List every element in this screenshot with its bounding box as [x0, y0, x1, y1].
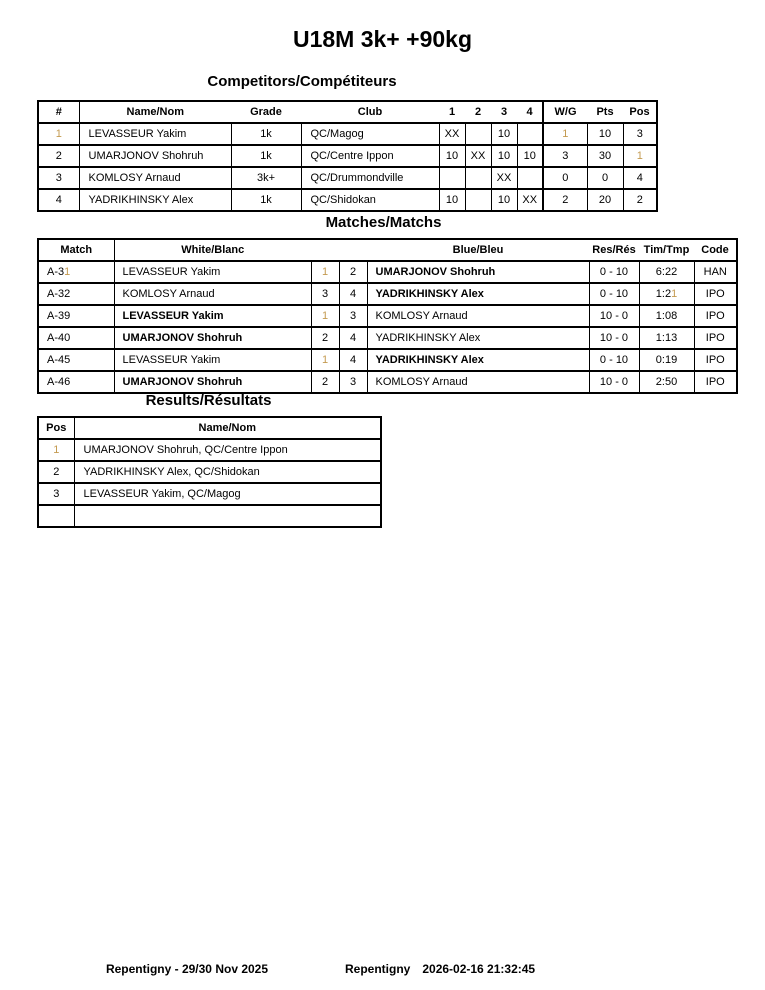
cell-res: 10 - 0 [589, 305, 639, 327]
results-header-row [38, 417, 381, 439]
results-table [37, 416, 382, 528]
cell-num: 3 [38, 167, 79, 189]
col-header-match: Match [38, 239, 114, 261]
cell-r1 [439, 167, 465, 189]
cell-bnum: 4 [339, 283, 367, 305]
gold-one-digit: 1 [55, 128, 62, 140]
col-header-round-4: 4 [517, 101, 543, 123]
cell-name: UMARJONOV Shohruh, QC/Centre Ippon [74, 439, 381, 461]
matches-table-body [38, 261, 737, 393]
cell-r3: 10 [491, 189, 517, 211]
cell-grade: 1k [231, 145, 301, 167]
col-header-name: Name/Nom [79, 101, 231, 123]
cell-blue: YADRIKHINSKY Alex [367, 283, 589, 305]
footer-print-location: Repentigny [345, 962, 411, 976]
cell-name: UMARJONOV Shohruh [79, 145, 231, 167]
footer-print-datetime: 2026-02-16 21:32:45 [422, 962, 536, 976]
col-header-white-number [311, 239, 339, 261]
cell-pts: 30 [587, 145, 623, 167]
col-header-time: Tim/Tmp [639, 239, 694, 261]
cell-club: QC/Shidokan [301, 189, 439, 211]
col-header-blue-number [339, 239, 367, 261]
table-row [38, 461, 381, 483]
competitors-table [37, 100, 658, 212]
gold-one-digit: 1 [671, 288, 678, 300]
cell-blue: YADRIKHINSKY Alex [367, 349, 589, 371]
table-row [38, 261, 737, 283]
table-row [38, 145, 657, 167]
col-header-position: Pos [38, 417, 74, 439]
cell-blue: KOMLOSY Arnaud [367, 371, 589, 393]
cell-r1: 10 [439, 145, 465, 167]
table-row [38, 483, 381, 505]
col-header-position: Pos [623, 101, 657, 123]
cell-code: IPO [694, 371, 737, 393]
cell-wnum: 2 [311, 371, 339, 393]
cell-wnum [311, 261, 339, 283]
cell-wnum [311, 305, 339, 327]
cell-pos: 3 [623, 123, 657, 145]
col-header-result: Res/Rés [589, 239, 639, 261]
cell-time: 1:13 [639, 327, 694, 349]
cell-time: 1:21 [639, 283, 694, 305]
cell-name: KOMLOSY Arnaud [79, 167, 231, 189]
cell-bnum: 3 [339, 371, 367, 393]
cell-name [74, 505, 381, 527]
cell-white: UMARJONOV Shohruh [114, 371, 311, 393]
footer-print-info [345, 962, 535, 976]
table-row [38, 123, 657, 145]
cell-white: UMARJONOV Shohruh [114, 327, 311, 349]
cell-id: A-39 [38, 305, 114, 327]
cell-bnum: 3 [339, 305, 367, 327]
cell-id: A-46 [38, 371, 114, 393]
cell-num: 2 [38, 145, 79, 167]
cell-r4: XX [517, 189, 543, 211]
cell-code: IPO [694, 349, 737, 371]
competitors-table-body [38, 123, 657, 211]
cell-r2 [465, 167, 491, 189]
cell-name: YADRIKHINSKY Alex, QC/Shidokan [74, 461, 381, 483]
cell-pts: 20 [587, 189, 623, 211]
cell-white: LEVASSEUR Yakim [114, 349, 311, 371]
table-row [38, 371, 737, 393]
cell-r3: XX [491, 167, 517, 189]
cell-pos [623, 145, 657, 167]
results-table-body [38, 439, 381, 527]
gold-one-digit: 1 [64, 266, 71, 278]
cell-blue: YADRIKHINSKY Alex [367, 327, 589, 349]
col-header-wins: W/G [543, 101, 587, 123]
cell-code: IPO [694, 327, 737, 349]
page-title: U18M 3k+ +90kg [292, 26, 472, 52]
cell-grade: 1k [231, 189, 301, 211]
cell-time: 0:19 [639, 349, 694, 371]
cell-res: 0 - 10 [589, 283, 639, 305]
cell-white: KOMLOSY Arnaud [114, 283, 311, 305]
cell-res: 0 - 10 [589, 349, 639, 371]
col-header-code: Code [694, 239, 737, 261]
cell-pos: 4 [623, 167, 657, 189]
cell-r1: XX [439, 123, 465, 145]
cell-id: A-32 [38, 283, 114, 305]
cell-res: 0 - 10 [589, 261, 639, 283]
col-header-number: # [38, 101, 79, 123]
table-row [38, 305, 737, 327]
cell-r3: 10 [491, 145, 517, 167]
table-row [38, 283, 737, 305]
cell-r1: 10 [439, 189, 465, 211]
cell-pos: 2 [38, 461, 74, 483]
cell-wg: 0 [543, 167, 587, 189]
gold-one-digit: 1 [321, 310, 329, 322]
cell-r3: 10 [491, 123, 517, 145]
cell-code: IPO [694, 283, 737, 305]
table-row [38, 167, 657, 189]
cell-name: LEVASSEUR Yakim [79, 123, 231, 145]
results-section-title: Results/Résultats [145, 392, 272, 409]
cell-pos: 2 [623, 189, 657, 211]
cell-r4 [517, 123, 543, 145]
cell-wg: 3 [543, 145, 587, 167]
cell-pts: 10 [587, 123, 623, 145]
cell-code: IPO [694, 305, 737, 327]
matches-section-title: Matches/Matchs [325, 214, 442, 231]
cell-white: LEVASSEUR Yakim [114, 261, 311, 283]
matches-table [37, 238, 738, 394]
competitors-header-row [38, 101, 657, 123]
col-header-round-3: 3 [491, 101, 517, 123]
cell-wnum [311, 349, 339, 371]
col-header-club: Club [301, 101, 439, 123]
cell-club: QC/Drummondville [301, 167, 439, 189]
table-row [38, 349, 737, 371]
cell-r4: 10 [517, 145, 543, 167]
cell-grade: 3k+ [231, 167, 301, 189]
gold-one-digit: 1 [53, 444, 60, 456]
footer-event-label: Repentigny - 29/30 Nov 2025 [105, 962, 269, 976]
cell-id: A-45 [38, 349, 114, 371]
col-header-blue: Blue/Bleu [367, 239, 589, 261]
cell-grade: 1k [231, 123, 301, 145]
cell-id: A-40 [38, 327, 114, 349]
table-row [38, 189, 657, 211]
cell-wnum: 2 [311, 327, 339, 349]
cell-name: LEVASSEUR Yakim, QC/Magog [74, 483, 381, 505]
cell-bnum: 4 [339, 327, 367, 349]
table-row [38, 439, 381, 461]
cell-club: QC/Centre Ippon [301, 145, 439, 167]
cell-time: 2:50 [639, 371, 694, 393]
cell-wnum: 3 [311, 283, 339, 305]
col-header-name: Name/Nom [74, 417, 381, 439]
cell-club: QC/Magog [301, 123, 439, 145]
matches-header-row [38, 239, 737, 261]
gold-one-digit: 1 [321, 354, 329, 366]
cell-id: A-31 [38, 261, 114, 283]
cell-code: HAN [694, 261, 737, 283]
cell-bnum: 4 [339, 349, 367, 371]
cell-res: 10 - 0 [589, 327, 639, 349]
col-header-white: White/Blanc [114, 239, 311, 261]
cell-blue: KOMLOSY Arnaud [367, 305, 589, 327]
cell-wg [543, 123, 587, 145]
cell-time: 6:22 [639, 261, 694, 283]
cell-pos [38, 505, 74, 527]
col-header-round-1: 1 [439, 101, 465, 123]
cell-r4 [517, 167, 543, 189]
table-row [38, 327, 737, 349]
cell-wg: 2 [543, 189, 587, 211]
cell-name: YADRIKHINSKY Alex [79, 189, 231, 211]
cell-res: 10 - 0 [589, 371, 639, 393]
cell-white: LEVASSEUR Yakim [114, 305, 311, 327]
cell-r2: XX [465, 145, 491, 167]
col-header-points: Pts [587, 101, 623, 123]
competitors-section-title: Competitors/Compétiteurs [207, 73, 397, 90]
cell-blue: UMARJONOV Shohruh [367, 261, 589, 283]
cell-bnum: 2 [339, 261, 367, 283]
cell-time: 1:08 [639, 305, 694, 327]
cell-r2 [465, 189, 491, 211]
col-header-round-2: 2 [465, 101, 491, 123]
cell-pts: 0 [587, 167, 623, 189]
gold-one-digit: 1 [562, 128, 569, 140]
table-row [38, 505, 381, 527]
cell-pos: 3 [38, 483, 74, 505]
col-header-grade: Grade [231, 101, 301, 123]
cell-num [38, 123, 79, 145]
cell-num: 4 [38, 189, 79, 211]
cell-r2 [465, 123, 491, 145]
gold-one-digit: 1 [636, 150, 643, 162]
gold-one-digit: 1 [321, 266, 329, 278]
cell-pos [38, 439, 74, 461]
